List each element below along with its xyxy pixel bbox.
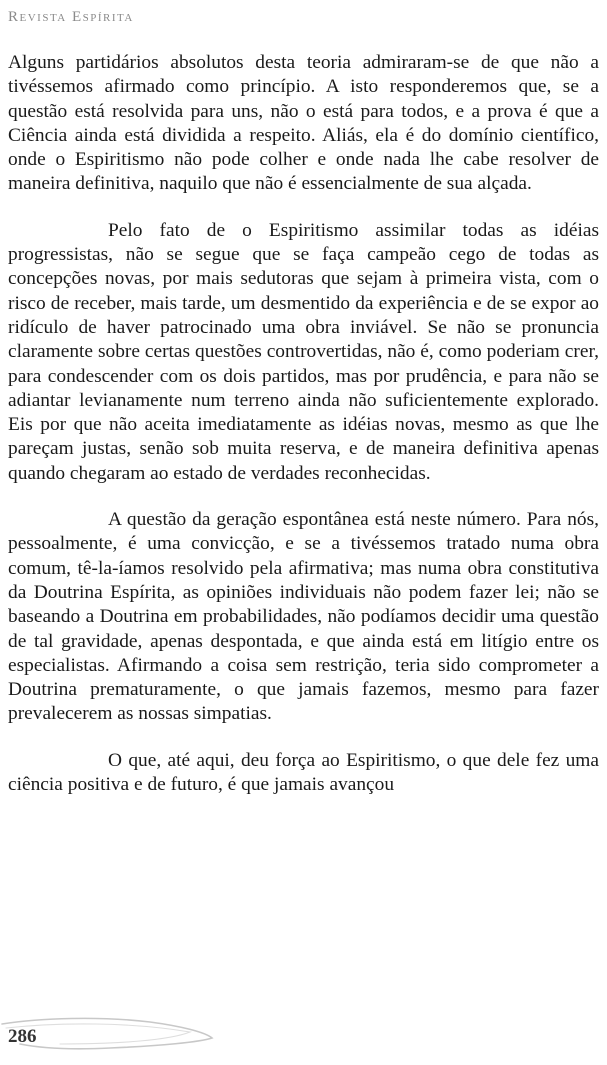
- paragraph-1: Alguns partidários absolutos desta teoria admiraram-se de que não a tivéssemos afirmado como princípio. A isto responderemos que, se a questão está resolvida para uns, não o está para todos, e a prova é que a Ciência ainda está dividida a respeito. Aliás, ela é do domínio científico, onde o Espiritismo não pode colher e onde nada lhe cabe resolver de maneira definitiva, naquilo que não é essencialmente de sua alçada.: [8, 52, 599, 195]
- paragraph-2: Pelo fato de o Espiritismo assimilar todas as idéias progressistas, não se segue que se faça campeão cego de todas as concepções novas, por mais sedutoras que sejam à primeira vista, com o risco de receber, mais tarde, um desmentido da experiência e de se expor ao ridículo de haver patrocinado uma obra inviável. Se não se pronuncia claramente sobre certas questões controvertidas, não é, como poderiam crer, para condescender com os dois partidos, mas por prudência, e para não se adiantar levianamente num terreno ainda não suficientemente explorado. Eis por que não aceita imediatamente as idéias novas, mesmo as que lhe pareçam justas, senão sob muita reserva, e de maneira definitiva apenas quando chegaram ao estado de verdades reconhecidas.: [8, 219, 599, 484]
- paragraph-4: O que, até aqui, deu força ao Espiritismo, o que dele fez uma ciência positiva e de futuro, é que jamais avançou: [8, 749, 599, 796]
- page-number: 286: [8, 1026, 37, 1047]
- running-head: Revista Espírita: [8, 9, 134, 25]
- paragraph-3: A questão da geração espontânea está neste número. Para nós, pessoalmente, é uma convicção, e se a tivéssemos tratado numa obra comum, tê-la-íamos resolvido pela afirmativa; mas numa obra constitutiva da Doutrina Espírita, as opiniões individuais não podem fazer lei; não se baseando a Doutrina em probabilidades, não podíamos decidir uma questão de tal gravidade, apenas despontada, e que ainda está em litígio entre os especialistas. Afirmando a coisa sem restrição, teria sido comprometer a Doutrina prematuramente, o que jamais fazemos, mesmo para fazer prevalecerem as nossas simpatias.: [8, 509, 599, 725]
- body-text: [8, 51, 599, 797]
